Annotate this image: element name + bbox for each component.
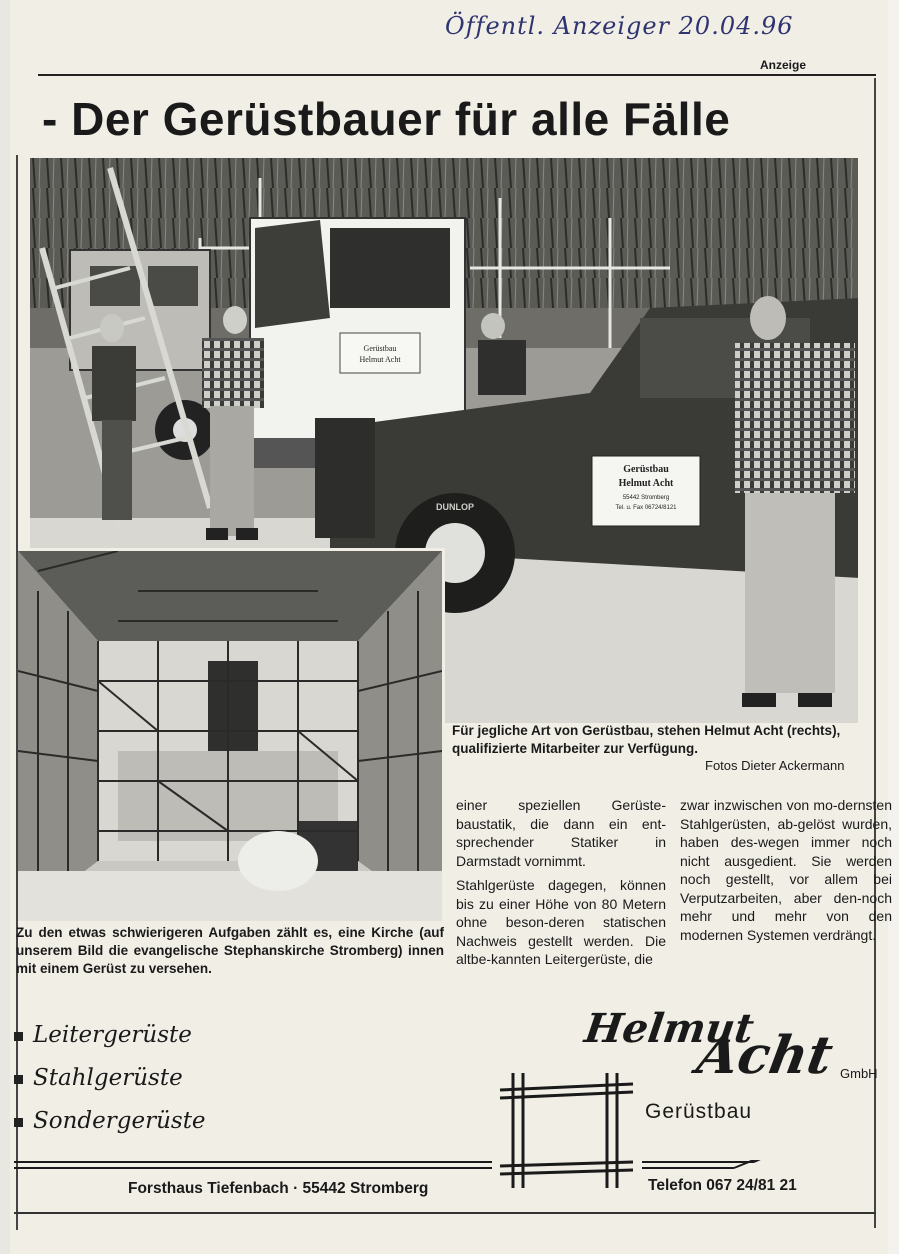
bullet-icon [14, 1032, 23, 1041]
bottom-rule [14, 1212, 876, 1214]
photo-credit: Fotos Dieter Ackermann [705, 758, 845, 773]
service-label: Sondergerüste [33, 1108, 206, 1134]
article-column-1 [456, 796, 666, 975]
headline: - Der Gerüstbauer für alle Fälle [42, 93, 731, 145]
photo-caption-church: Zu den etwas schwierigeren Aufgaben zählt es, eine Kirche (auf unserem Bild die evangelische Stephanskirche Stromberg) innen mit einem Gerüst zu versehen. [16, 925, 444, 976]
tire-text: DUNLOP [436, 502, 474, 512]
logo-subtitle: Gerüstbau [645, 1100, 753, 1123]
frame-right-rule [874, 78, 876, 1228]
article-column-2 [680, 796, 892, 950]
article-paragraph: einer speziellen Gerüste-baustatik, die dann ein ent-sprechender Statiker in Darmstadt vornimmt. [456, 797, 666, 869]
truck-sign-line1: Gerüstbau [363, 344, 397, 353]
handwritten-note: Öffentl. Anzeiger 20.04.96 [445, 12, 794, 40]
service-label: Leitergerüste [33, 1022, 192, 1048]
service-label: Stahlgerüste [33, 1065, 183, 1091]
footer-phone: Telefon 067 24/81 21 [648, 1177, 797, 1194]
service-item [14, 1108, 206, 1151]
article-paragraph: zwar inzwischen von mo-dernsten Stahlgerüsten, ab-gelöst wurden, haben des-wegen immer noch nicht ausgedient. Sie werden noch gestellt, vor allem bei Verputzarbeiten, aber den-noch mehr und mehr von den modernen Systemen verdrängt. [680, 797, 892, 943]
photo-church-interior [18, 548, 445, 921]
article-paragraph: Stahlgerüste dagegen, können bis zu einer Höhe von 80 Metern ohne beson-deren statischen Nachweis gestellt werden. Die altbe-kannten Leitergerüste, die [456, 877, 666, 967]
logo-suffix: GmbH [840, 1066, 878, 1081]
service-item [14, 1022, 206, 1065]
door-sign-line3: 55442 Stromberg [622, 495, 670, 501]
logo-first-name: Helmut [581, 1005, 757, 1052]
top-rule [38, 74, 876, 76]
ad-tag: Anzeige [757, 58, 809, 72]
page-edge [0, 0, 10, 1254]
truck-sign-line2: Helmut Acht [359, 355, 401, 364]
footer-address: Forsthaus Tiefenbach · 55442 Stromberg [128, 1180, 429, 1197]
door-sign-line1: Gerüstbau [623, 464, 669, 475]
service-item [14, 1065, 206, 1108]
bullet-icon [14, 1075, 23, 1084]
door-sign-line4: Tel. u. Fax 06724/8121 [615, 505, 677, 511]
bullet-icon [14, 1118, 23, 1127]
door-sign-line2: Helmut Acht [618, 478, 674, 489]
services-list [14, 1022, 206, 1151]
logo-last-name: Acht [692, 1025, 838, 1086]
photo-caption-main: Für jegliche Art von Gerüstbau, stehen Helmut Acht (rechts), qualifizierte Mitarbeiter zur Verfügung. [452, 723, 841, 756]
